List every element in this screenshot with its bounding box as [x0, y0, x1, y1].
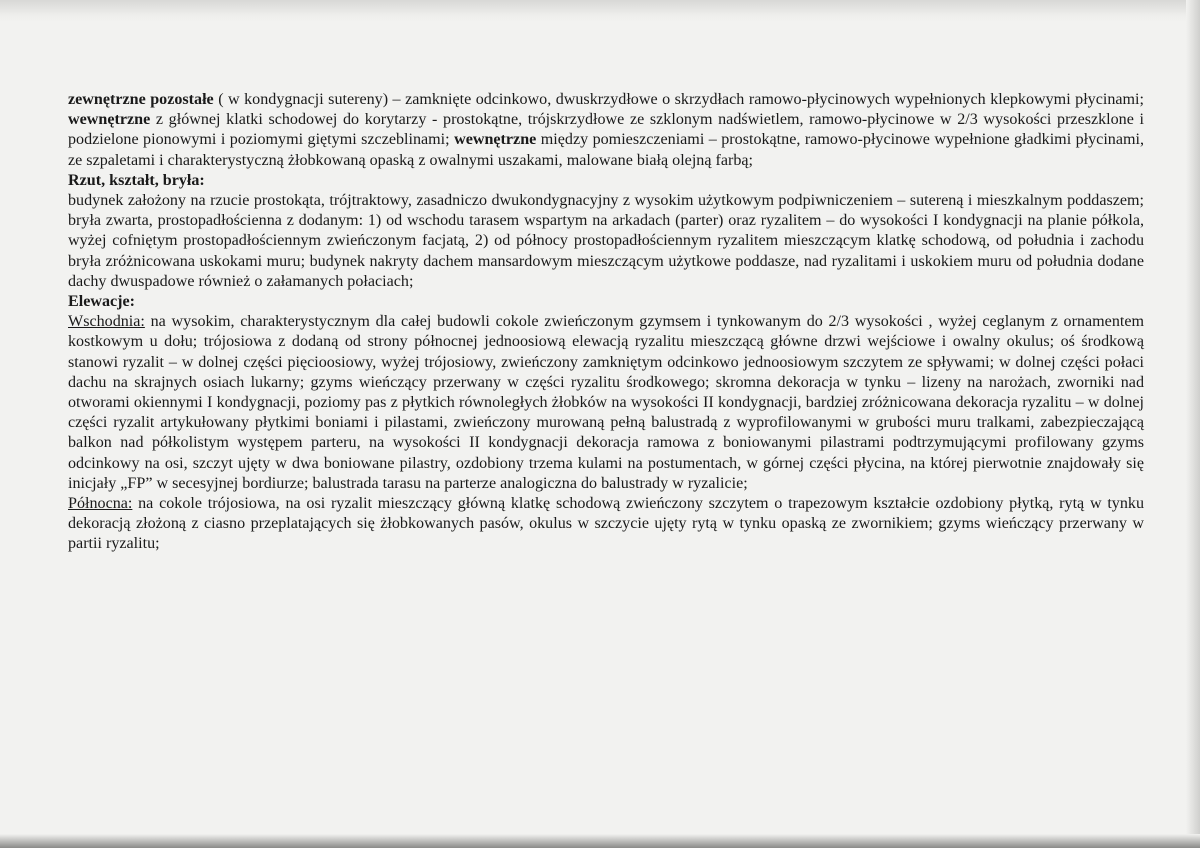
label-polnocna: Północna:	[68, 495, 133, 513]
text-interior-rooms: między pomieszczeniami – prostokątne, ramowo-płycinowe wypełnione gładkimi płycinami, ze szpaletami i charakterystyczną żłobkowaną opaską z owalnymi uszakami, malowane białą olejną farbą;	[68, 131, 1144, 169]
term-exterior-other: zewnętrzne pozostałe	[68, 91, 214, 108]
scan-border-bottom	[0, 834, 1200, 848]
label-wschodnia: Wschodnia:	[68, 313, 145, 331]
text-wschodnia: na wysokim, charakterystycznym dla całej budowli cokole zwieńczonym gzymsem i tynkowanym do 2/3 wysokości , wyżej ceglanym z ornamentem kostkowym u dołu; trójosiowa z dodaną od strony północnej jednoosiową elewacją ryzalitu mieszczącą główne drzwi wejściowe i owalny okulus; oś środkową stanowi ryzalit – w dolnej części pięcioosiowy, wyżej trójosiowy, zwieńczony zamkniętym odcinkowo jednoosiowym szczytem ze spływami; w dolnej części połaci dachu na skrajnych osiach lukarny; gzyms wieńczący przerwany w części ryzalitu środkowego; skromna dekoracja w tynku – lizeny na narożach, zworniki nad otworami okiennymi I kondygnacji, poziomy pas z płytkich równoległych żłobków na wysokości II kondygnacji, bardziej zróżnicowana dekoracja ryzalitu – w dolnej części ryzalit artykułowany płytkimi boniami i pilastami, zwieńczony murowaną pełną balustradą z wyprofilowanymi w grubości muru tralkami, zabezpieczającą balkon nad półkolistym występem parteru, na wysokości II kondygnacji dekoracja ramowa z boniowanymi pilastrami podtrzymującymi profilowany gzyms odcinkowy na osi, szczyt ujęty w dwa boniowane pilastry, ozdobiony trzema kulami na postumentach, w górnej części płycina, na której pierwotnie znajdowały się inicjały „FP” w secesyjnej bordiurze; balustrada tarasu na parterze analogiczna do balustrady w ryzalicie;	[68, 313, 1144, 492]
text-interior-staircase: z głównej klatki schodowej do korytarzy - prostokątne, trójskrzydłowe ze szklonym nadświetlem, ramowo-płycinowe w 2/3 wysokości przeszklone i podzielone pionowymi i poziomymi giętymi szczeblinami;	[68, 111, 1144, 149]
scan-border-right	[1186, 0, 1200, 848]
paragraph-doors	[68, 90, 1144, 171]
heading-rzut: Rzut, kształt, bryła:	[68, 171, 205, 189]
document-page	[68, 90, 1144, 555]
term-interior-rooms: wewnętrzne	[454, 131, 537, 149]
scan-border-top	[0, 0, 1200, 22]
paragraph-rzut: budynek założony na rzucie prostokąta, trójtraktowy, zasadniczo dwukondygnacyjny z wysokim użytkowym podpiwniczeniem – sutereną i mieszkalnym poddaszem; bryła zwarta, prostopadłościenna z dodanym: 1) od wschodu tarasem wspartym na arkadach (parter) oraz ryzalitem – do wysokości I kondygnacji na planie półkola, wyżej cofniętym prostopadłościennym zwieńczonym facjatą, 2) od północy prostopadłościennym ryzalitem mieszczącym klatkę schodową, od południa i zachodu bryła zróżnicowana uskokami muru; budynek nakryty dachem mansardowym mieszczącym użytkowe poddasze, nad ryzalitami i uskokiem muru od południa dodane dachy dwuspadowe również o załamanych połaciach;	[68, 192, 1144, 290]
paragraph-polnocna	[68, 494, 1144, 555]
paragraph-wschodnia	[68, 312, 1144, 494]
heading-elewacje: Elewacje:	[68, 293, 136, 311]
term-interior-staircase: wewnętrzne	[68, 111, 151, 129]
text-polnocna: na cokole trójosiowa, na osi ryzalit mieszczący główną klatkę schodową zwieńczony szczytem o trapezowym kształcie ozdobiony płytką, rytą w tynku dekoracją złożoną z ciasno przeplatających się żłobkowanych pasów, okulus w szczycie ujęty rytą w tynku opaską ze zwornikiem; gzyms wieńczący przerwany w partii ryzalitu;	[68, 495, 1144, 553]
text-exterior-other: ( w kondygnacji sutereny) – zamknięte odcinkowo, dwuskrzydłowe o skrzydłach ramowo-płycinowych wypełnionych klepkowymi płycinami;	[213, 91, 1144, 108]
